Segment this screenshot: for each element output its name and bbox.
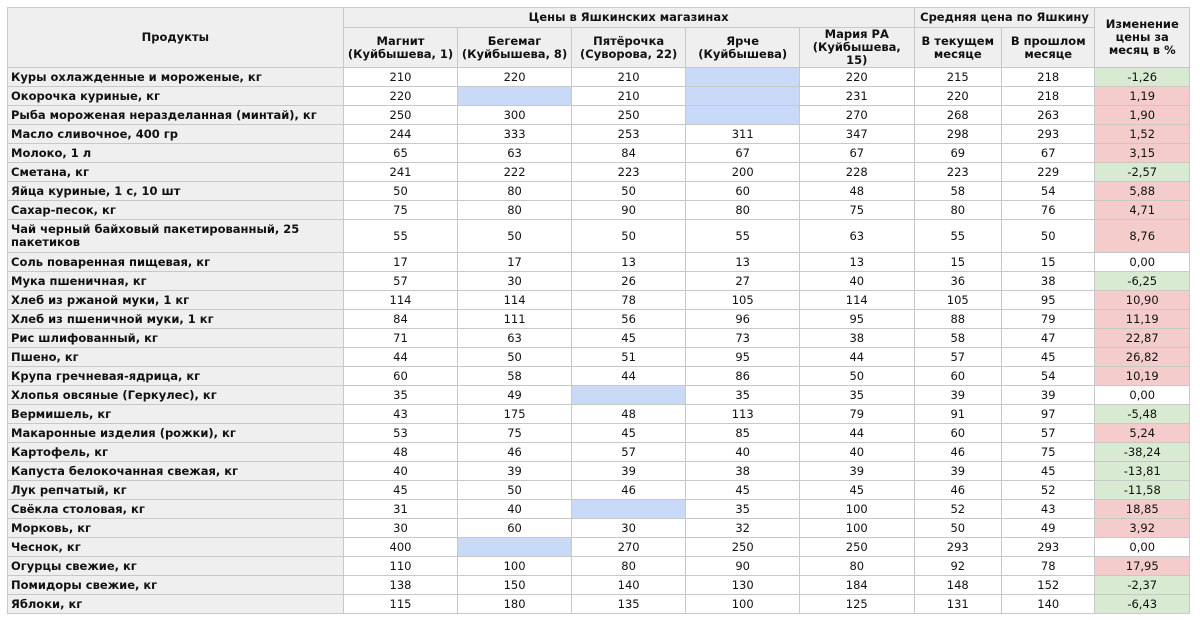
store-price: 138 [343,576,458,595]
price-change: -11,58 [1095,481,1190,500]
table-row [8,424,1190,443]
store-price: 114 [343,291,458,310]
price-change: 5,88 [1095,182,1190,201]
price-change: -2,57 [1095,163,1190,182]
average-previous: 67 [1001,144,1094,163]
current-month-header: В текущем месяце [914,28,1001,68]
store-price: 45 [343,481,458,500]
average-current: 293 [914,538,1001,557]
store-price: 125 [799,595,914,614]
products-header: Продукты [8,8,344,68]
store-price: 135 [571,595,686,614]
price-change: -6,43 [1095,595,1190,614]
table-row [8,386,1190,405]
store-price: 86 [686,367,800,386]
store-price: 44 [799,348,914,367]
product-name: Морковь, кг [8,519,344,538]
store-price: 50 [571,220,686,253]
store-price: 100 [686,595,800,614]
average-previous: 49 [1001,519,1094,538]
average-current: 50 [914,519,1001,538]
price-change: 3,92 [1095,519,1190,538]
store-price: 30 [571,519,686,538]
store-price: 60 [458,519,572,538]
store-price: 60 [343,367,458,386]
table-row [8,87,1190,106]
store-price: 231 [799,87,914,106]
store-price: 150 [458,576,572,595]
store-price: 210 [571,68,686,87]
average-current: 15 [914,253,1001,272]
average-current: 298 [914,125,1001,144]
average-previous: 54 [1001,182,1094,201]
average-previous: 39 [1001,386,1094,405]
average-previous: 152 [1001,576,1094,595]
product-name: Сахар-песок, кг [8,201,344,220]
store-price: 175 [458,405,572,424]
table-row [8,68,1190,87]
price-change: 17,95 [1095,557,1190,576]
store-price: 30 [343,519,458,538]
store-price: 95 [686,348,800,367]
average-previous: 76 [1001,201,1094,220]
store-price: 111 [458,310,572,329]
store-price: 60 [686,182,800,201]
average-current: 60 [914,424,1001,443]
average-current: 39 [914,386,1001,405]
store-price: 75 [343,201,458,220]
product-name: Сметана, кг [8,163,344,182]
product-name: Капуста белокочанная свежая, кг [8,462,344,481]
store-price: 75 [799,201,914,220]
average-previous: 293 [1001,125,1094,144]
average-current: 36 [914,272,1001,291]
table-row [8,500,1190,519]
store-price: 400 [343,538,458,557]
store-price: 45 [686,481,800,500]
price-change: 0,00 [1095,538,1190,557]
store-price: 130 [686,576,800,595]
store-price: 200 [686,163,800,182]
store-price: 65 [343,144,458,163]
store-price: 51 [571,348,686,367]
store-price: 114 [458,291,572,310]
store-price: 222 [458,163,572,182]
store-price: 43 [343,405,458,424]
store-price: 45 [571,424,686,443]
product-name: Яблоки, кг [8,595,344,614]
store-price: 49 [458,386,572,405]
store-price: 90 [571,201,686,220]
store-price: 75 [458,424,572,443]
average-current: 60 [914,367,1001,386]
store-price: 13 [799,253,914,272]
store-price: 250 [799,538,914,557]
table-row [8,557,1190,576]
store-price: 67 [686,144,800,163]
average-previous: 218 [1001,87,1094,106]
store-price: 50 [799,367,914,386]
store-header-maria-ra: Мария РА (Куйбышева, 15) [799,28,914,68]
average-current: 57 [914,348,1001,367]
store-price: 44 [343,348,458,367]
table-row [8,405,1190,424]
average-previous: 218 [1001,68,1094,87]
table-row [8,220,1190,253]
store-price: 95 [799,310,914,329]
table-row [8,253,1190,272]
product-name: Чеснок, кг [8,538,344,557]
store-price: 114 [799,291,914,310]
store-price: 250 [343,106,458,125]
product-name: Макаронные изделия (рожки), кг [8,424,344,443]
store-price: 250 [571,106,686,125]
store-header-pyaterochka: Пятёрочка (Суворова, 22) [571,28,686,68]
price-change: -1,26 [1095,68,1190,87]
average-previous: 78 [1001,557,1094,576]
table-body [8,68,1190,614]
price-change: 4,71 [1095,201,1190,220]
store-price: 100 [799,519,914,538]
store-price: 241 [343,163,458,182]
table-row [8,519,1190,538]
product-name: Вермишель, кг [8,405,344,424]
product-name: Рыба мороженая неразделанная (минтай), кг [8,106,344,125]
store-price: 105 [686,291,800,310]
average-current: 91 [914,405,1001,424]
average-previous: 43 [1001,500,1094,519]
price-change: 0,00 [1095,386,1190,405]
store-price: 39 [799,462,914,481]
store-price [686,68,800,87]
table-row [8,481,1190,500]
average-previous: 54 [1001,367,1094,386]
shops-group-header: Цены в Яшкинских магазинах [343,8,914,28]
store-price: 48 [571,405,686,424]
store-price: 35 [343,386,458,405]
price-change: 1,90 [1095,106,1190,125]
product-name: Мука пшеничная, кг [8,272,344,291]
table-row [8,595,1190,614]
table-row [8,348,1190,367]
average-current: 55 [914,220,1001,253]
average-current: 148 [914,576,1001,595]
average-current: 46 [914,481,1001,500]
product-name: Хлопья овсяные (Геркулес), кг [8,386,344,405]
product-name: Яйца куриные, 1 с, 10 шт [8,182,344,201]
price-change: 1,52 [1095,125,1190,144]
average-current: 92 [914,557,1001,576]
store-price: 32 [686,519,800,538]
price-change: 5,24 [1095,424,1190,443]
store-price: 30 [458,272,572,291]
store-price: 27 [686,272,800,291]
store-price: 46 [571,481,686,500]
store-price: 100 [799,500,914,519]
store-price [571,500,686,519]
store-price: 38 [799,329,914,348]
table-row [8,310,1190,329]
store-price: 67 [799,144,914,163]
store-price: 80 [686,201,800,220]
store-price: 35 [686,500,800,519]
average-previous: 57 [1001,424,1094,443]
product-name: Свёкла столовая, кг [8,500,344,519]
store-price: 48 [343,443,458,462]
average-previous: 47 [1001,329,1094,348]
product-name: Соль поваренная пищевая, кг [8,253,344,272]
average-previous: 229 [1001,163,1094,182]
price-change: -2,37 [1095,576,1190,595]
price-change: -5,48 [1095,405,1190,424]
store-price: 55 [686,220,800,253]
previous-month-header: В прошлом месяце [1001,28,1094,68]
store-price: 55 [343,220,458,253]
average-current: 80 [914,201,1001,220]
table-row [8,462,1190,481]
product-name: Хлеб из пшеничной муки, 1 кг [8,310,344,329]
store-price: 220 [799,68,914,87]
store-price: 35 [799,386,914,405]
average-current: 105 [914,291,1001,310]
store-price: 50 [458,481,572,500]
store-price: 56 [571,310,686,329]
table-row [8,144,1190,163]
store-price: 63 [458,144,572,163]
store-price [458,538,572,557]
store-price [686,106,800,125]
store-price [458,87,572,106]
store-price: 17 [343,253,458,272]
average-current: 131 [914,595,1001,614]
store-price: 80 [458,182,572,201]
table-row [8,163,1190,182]
store-price: 110 [343,557,458,576]
store-price: 50 [458,220,572,253]
store-price: 244 [343,125,458,144]
price-change: 3,15 [1095,144,1190,163]
store-price: 39 [571,462,686,481]
store-price: 57 [343,272,458,291]
store-price: 39 [458,462,572,481]
store-header-yarche: Ярче (Куйбышева) [686,28,800,68]
price-table [7,7,1190,614]
average-previous: 95 [1001,291,1094,310]
store-price: 40 [458,500,572,519]
average-previous: 50 [1001,220,1094,253]
store-price: 44 [571,367,686,386]
product-name: Масло сливочное, 400 гр [8,125,344,144]
table-row [8,538,1190,557]
store-price: 45 [799,481,914,500]
average-current: 220 [914,87,1001,106]
product-name: Рис шлифованный, кг [8,329,344,348]
product-name: Помидоры свежие, кг [8,576,344,595]
store-price: 84 [571,144,686,163]
price-change: 8,76 [1095,220,1190,253]
average-current: 58 [914,182,1001,201]
product-name: Крупа гречневая-ядрица, кг [8,367,344,386]
average-previous: 75 [1001,443,1094,462]
table-row [8,367,1190,386]
product-name: Картофель, кг [8,443,344,462]
store-price: 84 [343,310,458,329]
store-price: 210 [343,68,458,87]
table-row [8,182,1190,201]
store-price: 333 [458,125,572,144]
store-price: 270 [799,106,914,125]
store-price: 311 [686,125,800,144]
store-price [686,87,800,106]
product-name: Куры охлажденные и мороженые, кг [8,68,344,87]
table-row [8,329,1190,348]
store-price: 73 [686,329,800,348]
product-name: Молоко, 1 л [8,144,344,163]
product-name: Чай черный байховый пакетированный, 25 пакетиков [8,220,344,253]
store-price: 79 [799,405,914,424]
store-price: 250 [686,538,800,557]
average-previous: 263 [1001,106,1094,125]
product-name: Огурцы свежие, кг [8,557,344,576]
store-price: 85 [686,424,800,443]
price-change: -6,25 [1095,272,1190,291]
store-price: 270 [571,538,686,557]
product-name: Окорочка куриные, кг [8,87,344,106]
store-price: 80 [571,557,686,576]
average-current: 215 [914,68,1001,87]
store-price: 113 [686,405,800,424]
store-price: 38 [686,462,800,481]
price-change: 11,19 [1095,310,1190,329]
store-price: 184 [799,576,914,595]
store-price: 210 [571,87,686,106]
store-price: 13 [571,253,686,272]
change-header: Изменение цены за месяц в % [1095,8,1190,68]
store-price: 44 [799,424,914,443]
store-price: 96 [686,310,800,329]
average-current: 58 [914,329,1001,348]
store-price: 71 [343,329,458,348]
store-price: 220 [343,87,458,106]
price-change: 22,87 [1095,329,1190,348]
store-price: 50 [343,182,458,201]
store-price: 80 [458,201,572,220]
table-row [8,576,1190,595]
average-current: 88 [914,310,1001,329]
store-price: 180 [458,595,572,614]
price-change: 1,19 [1095,87,1190,106]
product-name: Хлеб из ржаной муки, 1 кг [8,291,344,310]
product-name: Лук репчатый, кг [8,481,344,500]
table-header [8,8,1190,68]
price-change: 26,82 [1095,348,1190,367]
average-current: 52 [914,500,1001,519]
store-price: 58 [458,367,572,386]
store-price: 46 [458,443,572,462]
store-price [571,386,686,405]
store-price: 115 [343,595,458,614]
average-previous: 38 [1001,272,1094,291]
store-price: 140 [571,576,686,595]
average-previous: 45 [1001,462,1094,481]
store-price: 53 [343,424,458,443]
store-price: 57 [571,443,686,462]
store-price: 90 [686,557,800,576]
table-row [8,201,1190,220]
store-price: 63 [458,329,572,348]
store-price: 80 [799,557,914,576]
store-price: 17 [458,253,572,272]
store-price: 31 [343,500,458,519]
store-price: 100 [458,557,572,576]
store-price: 220 [458,68,572,87]
table-row [8,106,1190,125]
store-price: 253 [571,125,686,144]
table-row [8,272,1190,291]
store-price: 63 [799,220,914,253]
store-price: 40 [799,443,914,462]
store-price: 78 [571,291,686,310]
average-previous: 140 [1001,595,1094,614]
store-price: 13 [686,253,800,272]
price-change: 18,85 [1095,500,1190,519]
store-price: 40 [343,462,458,481]
price-change: -38,24 [1095,443,1190,462]
store-header-begemag: Бегемаг (Куйбышева, 8) [458,28,572,68]
store-price: 26 [571,272,686,291]
price-change: 10,19 [1095,367,1190,386]
price-change: 0,00 [1095,253,1190,272]
average-previous: 79 [1001,310,1094,329]
average-current: 39 [914,462,1001,481]
average-previous: 97 [1001,405,1094,424]
table-row [8,443,1190,462]
average-previous: 15 [1001,253,1094,272]
average-current: 223 [914,163,1001,182]
store-price: 48 [799,182,914,201]
average-current: 46 [914,443,1001,462]
average-current: 268 [914,106,1001,125]
store-price: 300 [458,106,572,125]
average-previous: 45 [1001,348,1094,367]
store-price: 347 [799,125,914,144]
product-name: Пшено, кг [8,348,344,367]
store-price: 223 [571,163,686,182]
price-change: -13,81 [1095,462,1190,481]
table-row [8,291,1190,310]
average-current: 69 [914,144,1001,163]
table-row [8,125,1190,144]
average-previous: 52 [1001,481,1094,500]
price-change: 10,90 [1095,291,1190,310]
average-previous: 293 [1001,538,1094,557]
store-price: 50 [458,348,572,367]
store-price: 35 [686,386,800,405]
store-header-magnit: Магнит (Куйбышева, 1) [343,28,458,68]
store-price: 45 [571,329,686,348]
store-price: 50 [571,182,686,201]
average-group-header: Средняя цена по Яшкину [914,8,1095,28]
store-price: 228 [799,163,914,182]
store-price: 40 [799,272,914,291]
store-price: 40 [686,443,800,462]
